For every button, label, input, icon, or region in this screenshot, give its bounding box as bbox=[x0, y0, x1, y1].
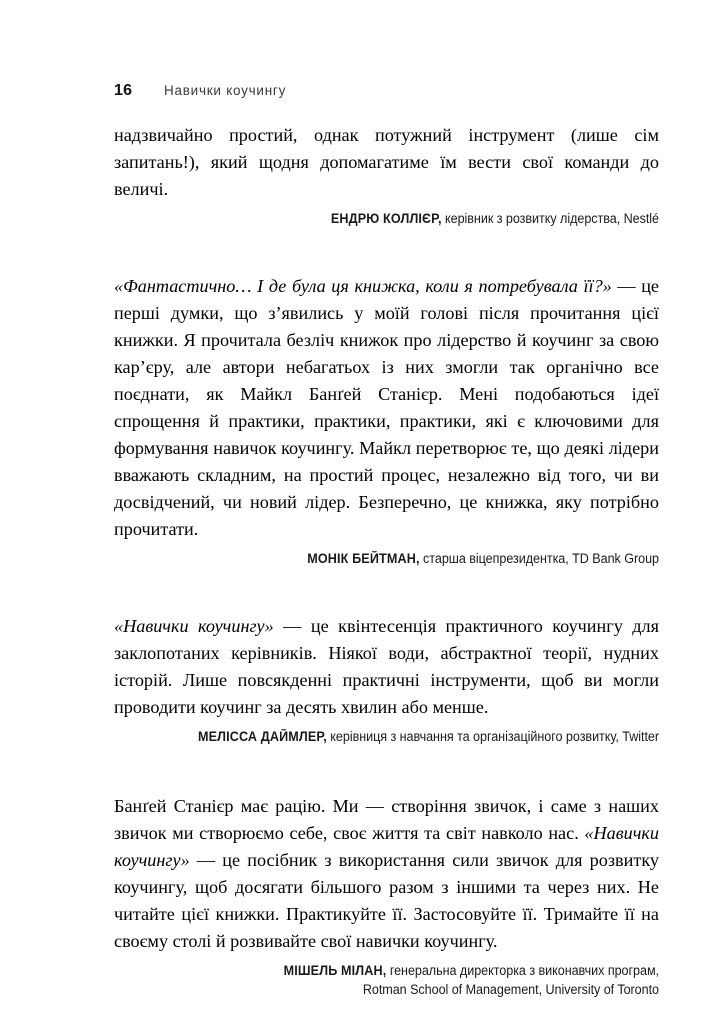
quote-block-milan bbox=[114, 793, 659, 999]
block-gap bbox=[114, 568, 659, 613]
page-number: 16 bbox=[114, 82, 133, 99]
attribution-role: керівник з розвитку лідерства, Nestlé bbox=[441, 211, 659, 226]
paragraph-milan bbox=[114, 793, 659, 955]
text-column bbox=[114, 122, 659, 999]
attribution-name: ЕНДРЮ КОЛЛІЄР, bbox=[330, 211, 442, 226]
paragraph-milan-part1: Банґей Станієр має рацію. Ми — створіння звичок, і саме з наших звичок ми створюємо себе, своє життя та світ навколо нас. bbox=[114, 796, 659, 843]
attribution-daimler bbox=[147, 727, 659, 746]
paragraph-daimler bbox=[114, 613, 659, 721]
attribution-name: МІШЕЛЬ МІЛАН, bbox=[283, 963, 387, 978]
attribution-role-line2: Rotman School of Management, University of Toronto bbox=[362, 982, 659, 997]
quote-block-daimler bbox=[114, 613, 659, 746]
quoted-title-milan: «Навички коучингу» bbox=[114, 823, 659, 870]
paragraph-daimler-rest: — це квінтесенція практичного коучингу для заклопотаних керівників. Ніякої води, абстрактної теорії, нудних історій. Лише повсякденні практичні інструменти, щоб ви могли проводити коучинг за десять хвилин або менше. bbox=[114, 616, 659, 717]
quoted-title-bateman: «Фантастично… І де була ця книжка, коли я потребувала її?» bbox=[114, 276, 612, 296]
paragraph-collier: надзвичайно простий, однак потужний інструмент (лише сім запитань!), який щодня допомагатиме їм вести свої команди до величі. bbox=[114, 125, 659, 199]
attribution-collier bbox=[147, 209, 659, 228]
paragraph-milan-part2: — це посібник з використання сили звичок для розвитку коучингу, щоб досягати більшого разом з іншими та через них. Не читайте цієї книжки. Практикуйте її. Застосовуйте її. Тримайте її на своєму столі й розвивайте свої навички коучингу. bbox=[114, 850, 659, 951]
quote-block-collier bbox=[114, 122, 659, 228]
running-title: Навички коучингу bbox=[164, 83, 287, 98]
quoted-title-daimler: «Навички коучингу» bbox=[114, 616, 274, 636]
quote-block-bateman bbox=[114, 273, 659, 568]
running-head bbox=[114, 82, 658, 104]
attribution-role: генеральна директорка з виконавчих програм, bbox=[386, 963, 659, 978]
attribution-name: МОНІК БЕЙТМАН, bbox=[307, 551, 420, 566]
paragraph-bateman bbox=[114, 273, 659, 543]
block-gap bbox=[114, 228, 659, 273]
attribution-role: старша віцепрезидентка, TD Bank Group bbox=[419, 551, 659, 566]
paragraph-bateman-rest: — це перші думки, що з’явились у моїй голові після прочитання цієї книжки. Я прочитала безліч книжок про лідерство й коучинг за свою кар’єру, але автори небагатьох із них змогли так органічно все поєднати, як Майкл Банґей Станієр. Мені подобаються ідеї спрощення й практики, практики, практики, які є ключовими для формування навичок коучингу. Майкл перетворює те, що деякі лідери вважають складним, на простий процес, незалежно від того, чи ви досвідчений, чи новий лідер. Безперечно, це книжка, яку потрібно прочитати. bbox=[114, 276, 659, 539]
block-gap bbox=[114, 746, 659, 793]
attribution-role: керівниця з навчання та організаційного розвитку, Twitter bbox=[326, 729, 659, 744]
attribution-name: МЕЛІССА ДАЙМЛЕР, bbox=[197, 729, 327, 744]
attribution-milan bbox=[147, 961, 659, 999]
attribution-bateman bbox=[147, 549, 659, 568]
